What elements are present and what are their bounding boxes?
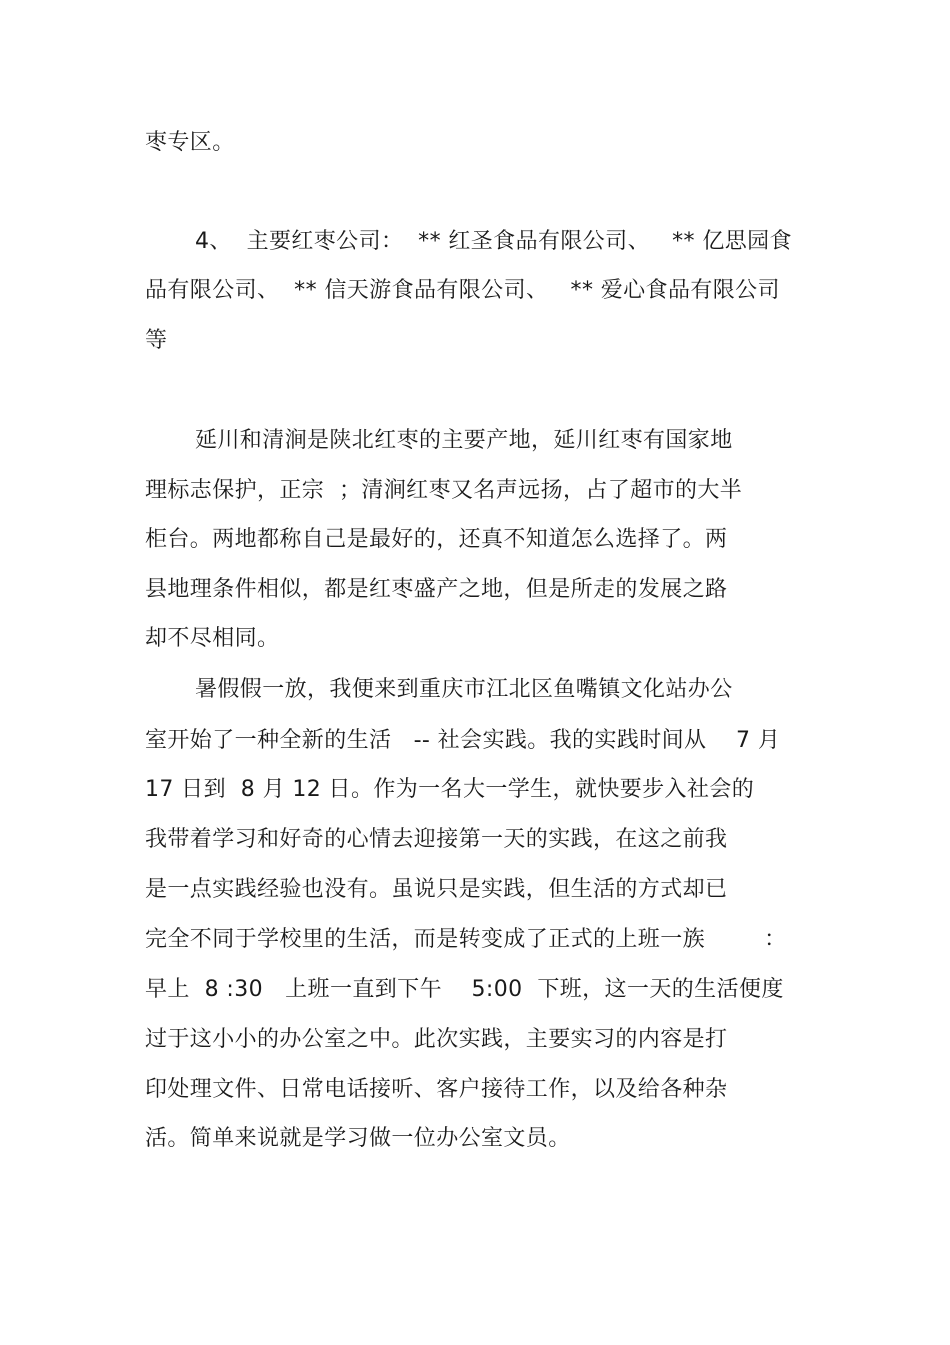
text-line: 完全不同于学校里的生活，而是转变成了正式的上班一族 ： (145, 927, 787, 952)
text-line: 品有限公司、 ** 信天游食品有限公司、 ** 爱心食品有限公司 (145, 278, 780, 303)
text-line: 我带着学习和好奇的心情去迎接第一天的实践，在这之前我 (145, 827, 728, 852)
text-line: 延川和清涧是陕北红枣的主要产地，延川红枣有国家地 (195, 428, 733, 453)
text-line: 等 (145, 328, 168, 353)
text-line: 17 日到 8 月 12 日。作为一名大一学生，就快要步入社会的 (145, 777, 755, 802)
text-line: 4、 主要红枣公司： ** 红圣食品有限公司、 ** 亿思园食 (195, 229, 792, 254)
text-line: 县地理条件相似，都是红枣盛产之地，但是所走的发展之路 (145, 577, 728, 602)
text-line: 室开始了一种全新的生活 -- 社会实践。我的实践时间从 7 月 (145, 728, 781, 753)
text-line: 枣专区。 (145, 130, 235, 155)
text-line: 早上 8 :30 上班一直到下午 5:00 下班，这一天的生活便度 (145, 977, 784, 1002)
text-line: 过于这小小的办公室之中。此次实践，主要实习的内容是打 (145, 1027, 728, 1052)
text-line: 活。简单来说就是学习做一位办公室文员。 (145, 1126, 571, 1151)
text-line: 暑假假一放，我便来到重庆市江北区鱼嘴镇文化站办公 (195, 677, 733, 702)
text-line: 柜台。两地都称自己是最好的，还真不知道怎么选择了。两 (145, 527, 728, 552)
text-line: 是一点实践经验也没有。虽说只是实践，但生活的方式却已 (145, 877, 728, 902)
text-line: 理标志保护，正宗 ；清涧红枣又名声远扬，占了超市的大半 (145, 478, 743, 503)
text-line: 却不尽相同。 (145, 626, 280, 651)
text-line: 印处理文件、日常电话接听、客户接待工作，以及给各种杂 (145, 1077, 728, 1102)
